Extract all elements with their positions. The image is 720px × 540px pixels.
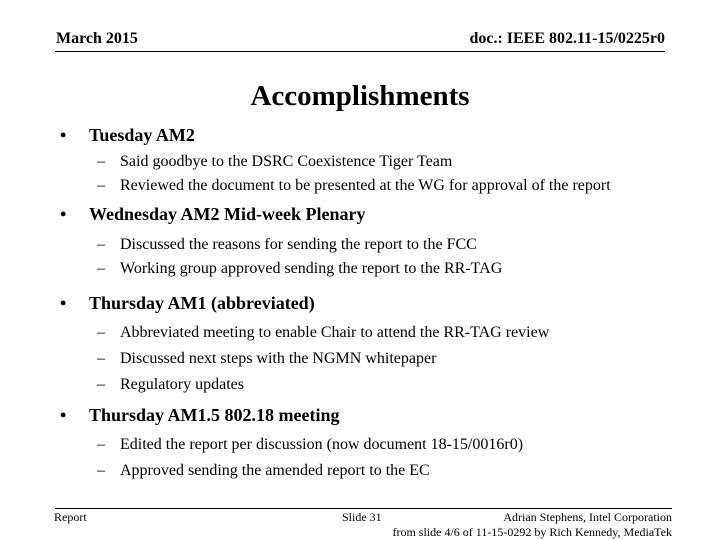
section-heading: [60, 292, 680, 314]
bullet-icon: •: [60, 405, 67, 425]
dash-icon: –: [97, 324, 105, 341]
section-heading-text: Thursday AM1 (abbreviated): [89, 293, 315, 313]
footer-source: from slide 4/6 of 11-15-0292 by Rich Kennedy, MediaTek: [392, 525, 672, 539]
section: [60, 203, 680, 281]
section: [60, 124, 680, 198]
header-date: March 2015: [56, 30, 138, 47]
section-heading-text: Thursday AM1.5 802.18 meeting: [89, 405, 340, 425]
sub-item: [60, 458, 680, 484]
sub-item: [60, 320, 680, 346]
sub-item: [60, 150, 680, 174]
section-heading-text: Tuesday AM2: [89, 125, 195, 145]
dash-icon: –: [97, 236, 105, 253]
section-heading: [60, 203, 680, 225]
sub-item: [60, 432, 680, 458]
sub-item-text: Reviewed the document to be presented at the WG for approval of the report: [120, 177, 611, 194]
header-rule: [55, 51, 665, 52]
dash-icon: –: [97, 350, 105, 367]
sub-item-text: Discussed the reasons for sending the report to the FCC: [120, 236, 477, 253]
dash-icon: –: [97, 153, 105, 170]
bullet-icon: •: [60, 204, 67, 224]
sub-item-text: Abbreviated meeting to enable Chair to attend the RR-TAG review: [120, 324, 550, 341]
dash-icon: –: [97, 376, 105, 393]
header-doc-id: doc.: IEEE 802.11-15/0225r0: [469, 30, 665, 47]
section: [60, 404, 680, 484]
sub-item-text: Edited the report per discussion (now document 18-15/0016r0): [120, 436, 524, 453]
section: [60, 292, 680, 398]
section-heading: [60, 124, 680, 146]
sub-item-text: Working group approved sending the report to the RR-TAG: [120, 260, 503, 277]
sub-list: [60, 320, 680, 398]
footer-rule: [55, 508, 672, 509]
dash-icon: –: [97, 436, 105, 453]
sub-item-text: Said goodbye to the DSRC Coexistence Tiger Team: [120, 153, 453, 170]
sub-list: [60, 233, 680, 281]
dash-icon: –: [97, 177, 105, 194]
footer-author: Adrian Stephens, Intel Corporation: [503, 510, 672, 524]
sub-item: [60, 233, 680, 257]
sub-item-text: Discussed next steps with the NGMN whitepaper: [120, 350, 437, 367]
sub-item: [60, 346, 680, 372]
footer-slide-number: Slide 31: [342, 510, 382, 524]
footer-left: Report: [54, 510, 87, 524]
dash-icon: –: [97, 462, 105, 479]
sub-item-text: Regulatory updates: [120, 376, 244, 393]
bullet-icon: •: [60, 293, 67, 313]
slide-content: [60, 124, 680, 484]
dash-icon: –: [97, 260, 105, 277]
sub-item: [60, 372, 680, 398]
sub-item: [60, 174, 680, 198]
section-heading-text: Wednesday AM2 Mid-week Plenary: [89, 204, 366, 224]
footer-right: [392, 510, 672, 540]
sub-item-text: Approved sending the amended report to the EC: [120, 462, 430, 479]
slide-title: Accomplishments: [250, 80, 470, 112]
sub-list: [60, 432, 680, 484]
section-heading: [60, 404, 680, 426]
bullet-icon: •: [60, 125, 67, 145]
sub-item: [60, 257, 680, 281]
sub-list: [60, 150, 680, 198]
